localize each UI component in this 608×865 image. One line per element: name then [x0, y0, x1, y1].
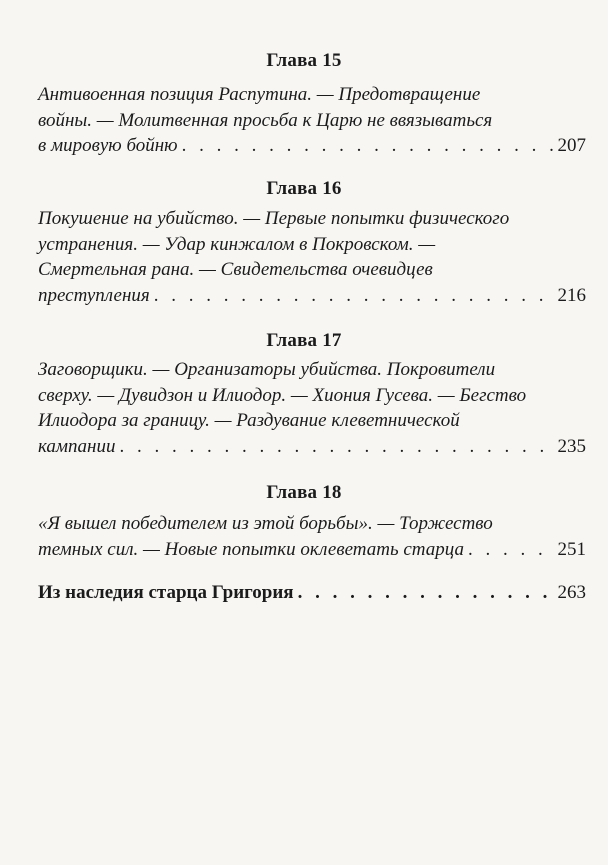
toc-entry-line: Смертельная рана. — Свидетельства очевидцев	[38, 259, 433, 280]
dot-leader	[468, 537, 554, 563]
toc-entry-chapter-17[interactable]	[38, 357, 586, 459]
toc-entry-line: Антивоенная позиция Распутина. — Предотвращение	[38, 84, 481, 105]
page-number: 251	[557, 538, 586, 560]
toc-entry-line: «Я вышел победителем из этой борьбы». — Торжество	[38, 513, 493, 534]
chapter-heading-16: Глава 16	[266, 178, 342, 199]
toc-entry-line: устранения. — Удар кинжалом в Покровском. —	[38, 233, 436, 255]
toc-entry-line: сверху. — Дувидзон и Илиодор. — Хиония Гусева. — Бегство	[38, 384, 527, 406]
toc-entry-chapter-15[interactable]	[38, 82, 586, 159]
toc-entry-last-line	[38, 434, 586, 460]
toc-entry-last-line	[38, 537, 586, 563]
toc-entry-line: Покушение на убийство. — Первые попытки физического	[38, 208, 510, 229]
toc-entry-line: Илиодора за границу. — Раздувание клеветнической	[38, 410, 460, 431]
page-number: 207	[557, 135, 586, 156]
chapter-heading-15: Глава 15	[266, 50, 342, 71]
page-number: 216	[557, 284, 586, 306]
chapter-heading-17: Глава 17	[266, 330, 342, 351]
toc-entry-chapter-16[interactable]	[38, 206, 586, 308]
toc-entry-line: преступления	[38, 284, 150, 306]
toc-entry-last-line	[38, 133, 586, 159]
toc-entry-chapter-18[interactable]	[38, 511, 586, 562]
toc-entry-line: темных сил. — Новые попытки оклеветать старца	[38, 538, 464, 560]
toc-entry-line: войны. — Молитвенная просьба к Царю не ввязываться	[38, 109, 493, 131]
toc-entry-line: в мировую бойню	[38, 135, 178, 156]
page-number: 263	[557, 582, 586, 603]
dot-leader	[154, 283, 554, 309]
chapter-heading-18: Глава 18	[266, 482, 342, 503]
dot-leader	[119, 434, 553, 460]
toc-entry-title: Из наследия старца Григория	[38, 582, 294, 603]
toc-entry-legacy[interactable]	[38, 580, 586, 606]
dot-leader	[298, 580, 554, 606]
dot-leader	[182, 133, 554, 159]
toc-entry-line: Заговорщики. — Организаторы убийства. Покровители	[38, 359, 496, 380]
page-number: 235	[557, 435, 586, 457]
toc-entry-line: кампании	[38, 435, 116, 457]
toc-entry-last-line	[38, 580, 586, 606]
toc-entry-last-line	[38, 283, 586, 309]
